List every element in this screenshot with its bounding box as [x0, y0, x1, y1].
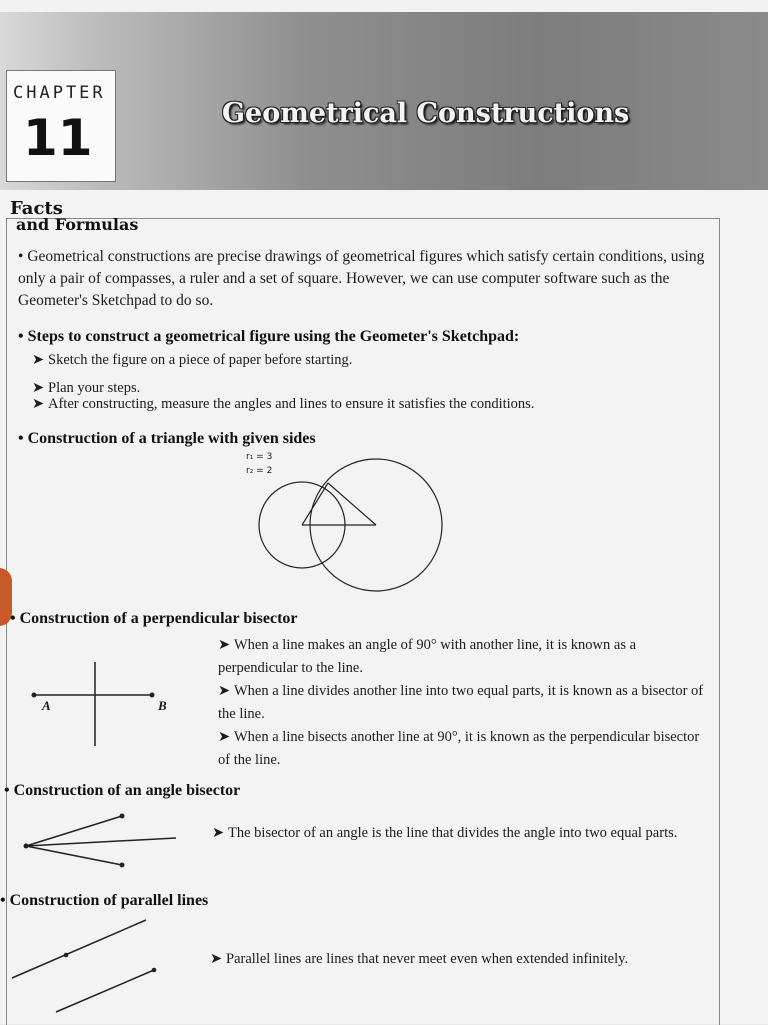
- perp-item-3: ➤ When a line bisects another line at 90°, it is known as the perpendicular bisector of the line.: [218, 729, 700, 768]
- chapter-title: Geometrical Constructions: [222, 98, 630, 129]
- parallel-lines-diagram: [8, 916, 168, 1020]
- intro-paragraph: • Geometrical constructions are precise drawings of geometrical figures which satisfy certain conditions, using only a pair of compasses, a ruler and a set of square. However, we can use computer software such as the Geometer's Sketchpad to do so.: [18, 248, 705, 309]
- perp-item-2: ➤ When a line divides another line into two equal parts, it is known as a bisector of the line.: [218, 683, 704, 722]
- formulas-label: and Formulas: [16, 215, 139, 234]
- facts-label: Facts: [10, 198, 63, 219]
- angle-bisector-heading: • Construction of an angle bisector: [4, 782, 241, 799]
- chapter-number: 11: [23, 109, 93, 167]
- point-label-b: B: [158, 698, 167, 713]
- steps-item-2: ➤ Plan your steps.: [32, 380, 141, 396]
- steps-heading-text: Steps to construct a geometrical figure using the Geometer's Sketchpad:: [27, 328, 520, 345]
- parallel-item-1: ➤ Parallel lines are lines that never meet even when extended infinitely.: [210, 951, 629, 967]
- steps-item-3: ➤ After constructing, measure the angles and lines to ensure it satisfies the conditions.: [32, 396, 535, 412]
- perp-item-1: ➤ When a line makes an angle of 90° with another line, it is known as a perpendicular to the line.: [218, 637, 637, 676]
- point-label-a: A: [42, 698, 51, 713]
- triangle-heading-text: Construction of a triangle with given sides: [27, 430, 316, 447]
- chapter-box: [6, 70, 116, 182]
- parallel-heading: • Construction of parallel lines: [0, 892, 209, 909]
- angle-bisector-diagram: [18, 810, 188, 870]
- triangle-heading: • Construction of a triangle with given sides: [18, 430, 316, 447]
- banner-top-strip: [0, 0, 768, 12]
- perp-bisector-heading-text: Construction of a perpendicular bisector: [19, 610, 298, 627]
- triangle-label-r1: r₁ = 3: [246, 452, 273, 462]
- perp-bisector-heading: • Construction of a perpendicular bisector: [10, 610, 298, 627]
- steps-item-1: ➤ Sketch the figure on a piece of paper before starting.: [32, 352, 353, 368]
- triangle-label-r2: r₂ = 2: [246, 466, 273, 476]
- steps-heading: • Steps to construct a geometrical figure using the Geometer's Sketchpad:: [18, 328, 520, 345]
- parallel-heading-text: Construction of parallel lines: [9, 892, 209, 909]
- angle-item-1: ➤ The bisector of an angle is the line that divides the angle into two equal parts.: [212, 825, 678, 841]
- chapter-label: CHAPTER: [13, 83, 106, 103]
- triangle-construction-diagram: [250, 455, 450, 595]
- perp-bisector-diagram: [30, 660, 170, 750]
- angle-bisector-heading-text: Construction of an angle bisector: [13, 782, 241, 799]
- facts-formulas-heading: [10, 198, 138, 234]
- intro-text: Geometrical constructions are precise drawings of geometrical figures which satisfy certain conditions, using only a pair of compasses, a ruler and a set of square. However, we can use computer software such as the Geometer's Sketchpad to do so.: [18, 248, 705, 309]
